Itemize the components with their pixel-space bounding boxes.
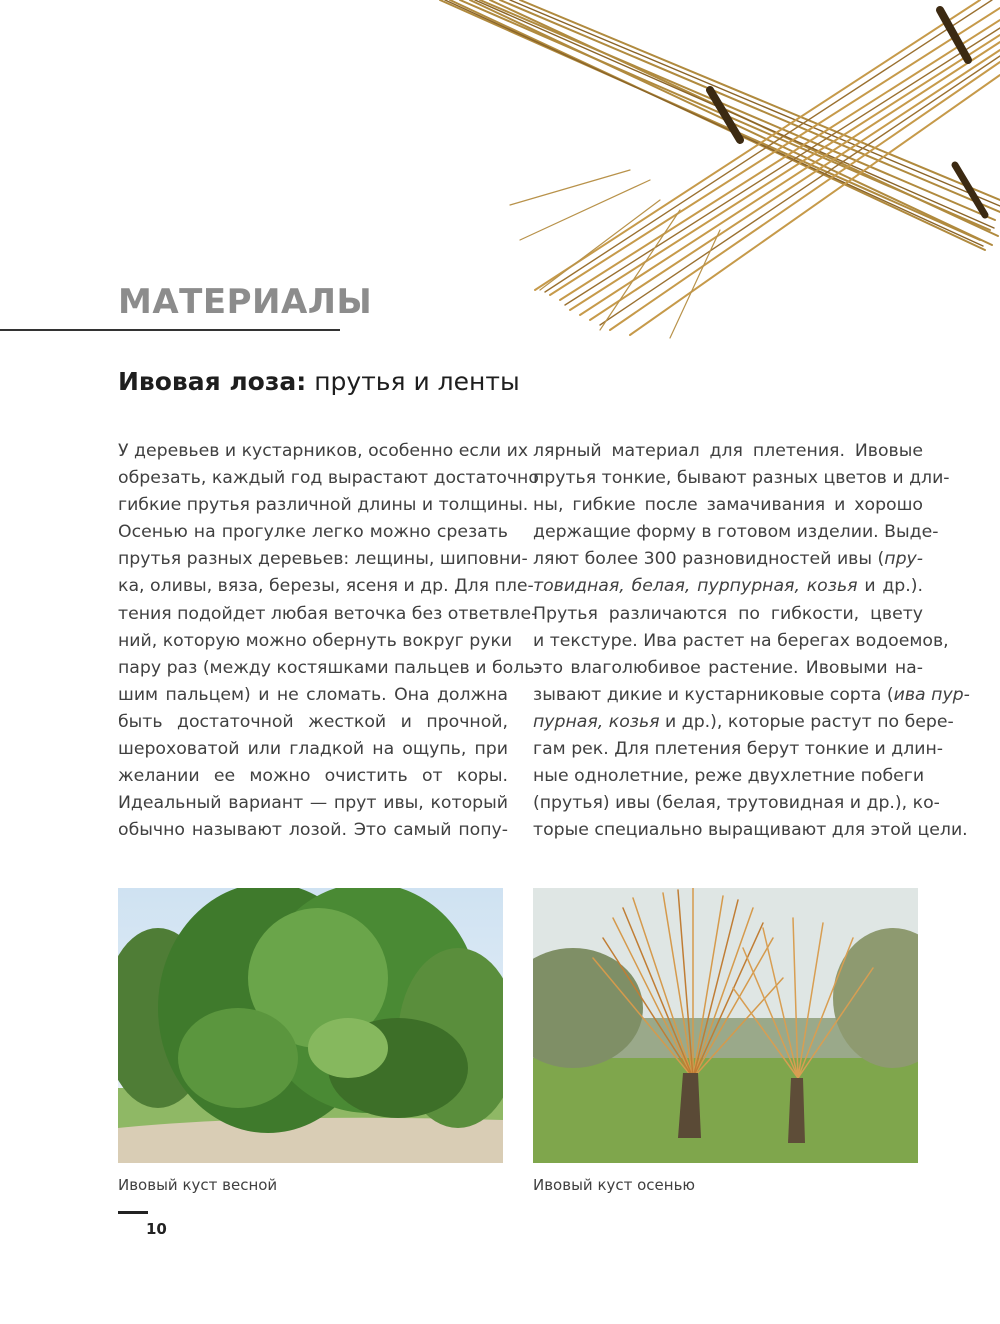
- body-line: ний, которую можно обернуть вокруг руки: [118, 630, 513, 651]
- body-line: [533, 709, 954, 736]
- body-line: У деревьев и кустарников, особенно если их: [118, 441, 529, 461]
- body-line: желании ее можно очистить от коры.: [118, 766, 508, 787]
- body-line: и текстуре. Ива растет на берегах водоемов,: [533, 630, 949, 651]
- photo-willow-autumn: [533, 888, 918, 1163]
- section-divider: [0, 329, 340, 331]
- body-line: обычно называют лозой. Это самый попу-: [118, 820, 508, 841]
- body-line: торые специально выращивают для этой цели.: [533, 820, 968, 841]
- body-line: обрезать, каждый год вырастают достаточно: [118, 468, 539, 489]
- body-italic: товидная, белая, пурпурная, козья: [533, 576, 858, 597]
- willow-bundles-illustration: [420, 0, 1000, 340]
- body-line: шероховатой или гладкой на ощупь, при: [118, 739, 508, 760]
- body-line: Прутья различаются по гибкости, цвету: [533, 603, 923, 624]
- body-italic: пру-: [884, 549, 923, 570]
- body-line: ны, гибкие после замачивания и хорошо: [533, 495, 923, 516]
- body-text: и др.), которые растут по бере-: [659, 711, 954, 732]
- body-line: прутья разных деревьев: лещины, шиповни-: [118, 549, 528, 570]
- body-text: зывают дикие и кустарниковые сорта (: [533, 684, 894, 705]
- body-line: быть достаточной жесткой и прочной,: [118, 711, 508, 732]
- body-line: гам рек. Для плетения берут тонкие и длин-: [533, 739, 944, 760]
- body-italic: ива пур-: [893, 684, 970, 705]
- subtitle-bold: Ивовая лоза:: [118, 367, 307, 396]
- body-line: Идеальный вариант — прут ивы, который: [118, 793, 508, 814]
- body-italic: пурная, козья: [533, 711, 660, 732]
- body-line: ка, оливы, вяза, березы, ясеня и др. Для пле-: [118, 576, 534, 597]
- body-line: держащие форму в готовом изделии. Выде-: [533, 522, 939, 543]
- body-line: шим пальцем) и не сломать. Она должна: [118, 684, 508, 705]
- caption-spring: Ивовый куст весной: [118, 1176, 278, 1194]
- body-line: это влаголюбивое растение. Ивовыми на-: [533, 657, 923, 678]
- body-line: ные однолетние, реже двухлетние побеги: [533, 766, 925, 787]
- body-line: пару раз (между костяшками пальцев и боль-: [118, 657, 541, 678]
- body-line: тения подойдет любая веточка без ответвле-: [118, 603, 538, 624]
- body-column-left: [118, 438, 541, 844]
- photo-willow-spring: [118, 888, 503, 1163]
- section-title: МАТЕРИАЛЫ: [118, 282, 373, 322]
- body-line: Осенью на прогулке легко можно срезать: [118, 522, 508, 543]
- page-number: 10: [146, 1220, 167, 1238]
- subtitle-rest: прутья и ленты: [306, 367, 520, 396]
- body-line: [533, 682, 970, 709]
- page-number-rule: [118, 1211, 148, 1214]
- body-line: гибкие прутья различной длины и толщины.: [118, 495, 529, 516]
- caption-autumn: Ивовый куст осенью: [533, 1176, 696, 1194]
- body-line: [533, 546, 923, 573]
- body-text: и др.).: [857, 576, 923, 597]
- body-text: ляют более 300 разновидностей ивы (: [533, 549, 885, 570]
- article-subtitle: [118, 367, 520, 396]
- body-column-right: [533, 438, 970, 844]
- body-line: прутья тонкие, бывают разных цветов и дли-: [533, 468, 950, 489]
- body-line: [533, 573, 923, 600]
- body-line: лярный материал для плетения. Ивовые: [533, 441, 923, 461]
- body-line: (прутья) ивы (белая, трутовидная и др.), ко-: [533, 793, 940, 814]
